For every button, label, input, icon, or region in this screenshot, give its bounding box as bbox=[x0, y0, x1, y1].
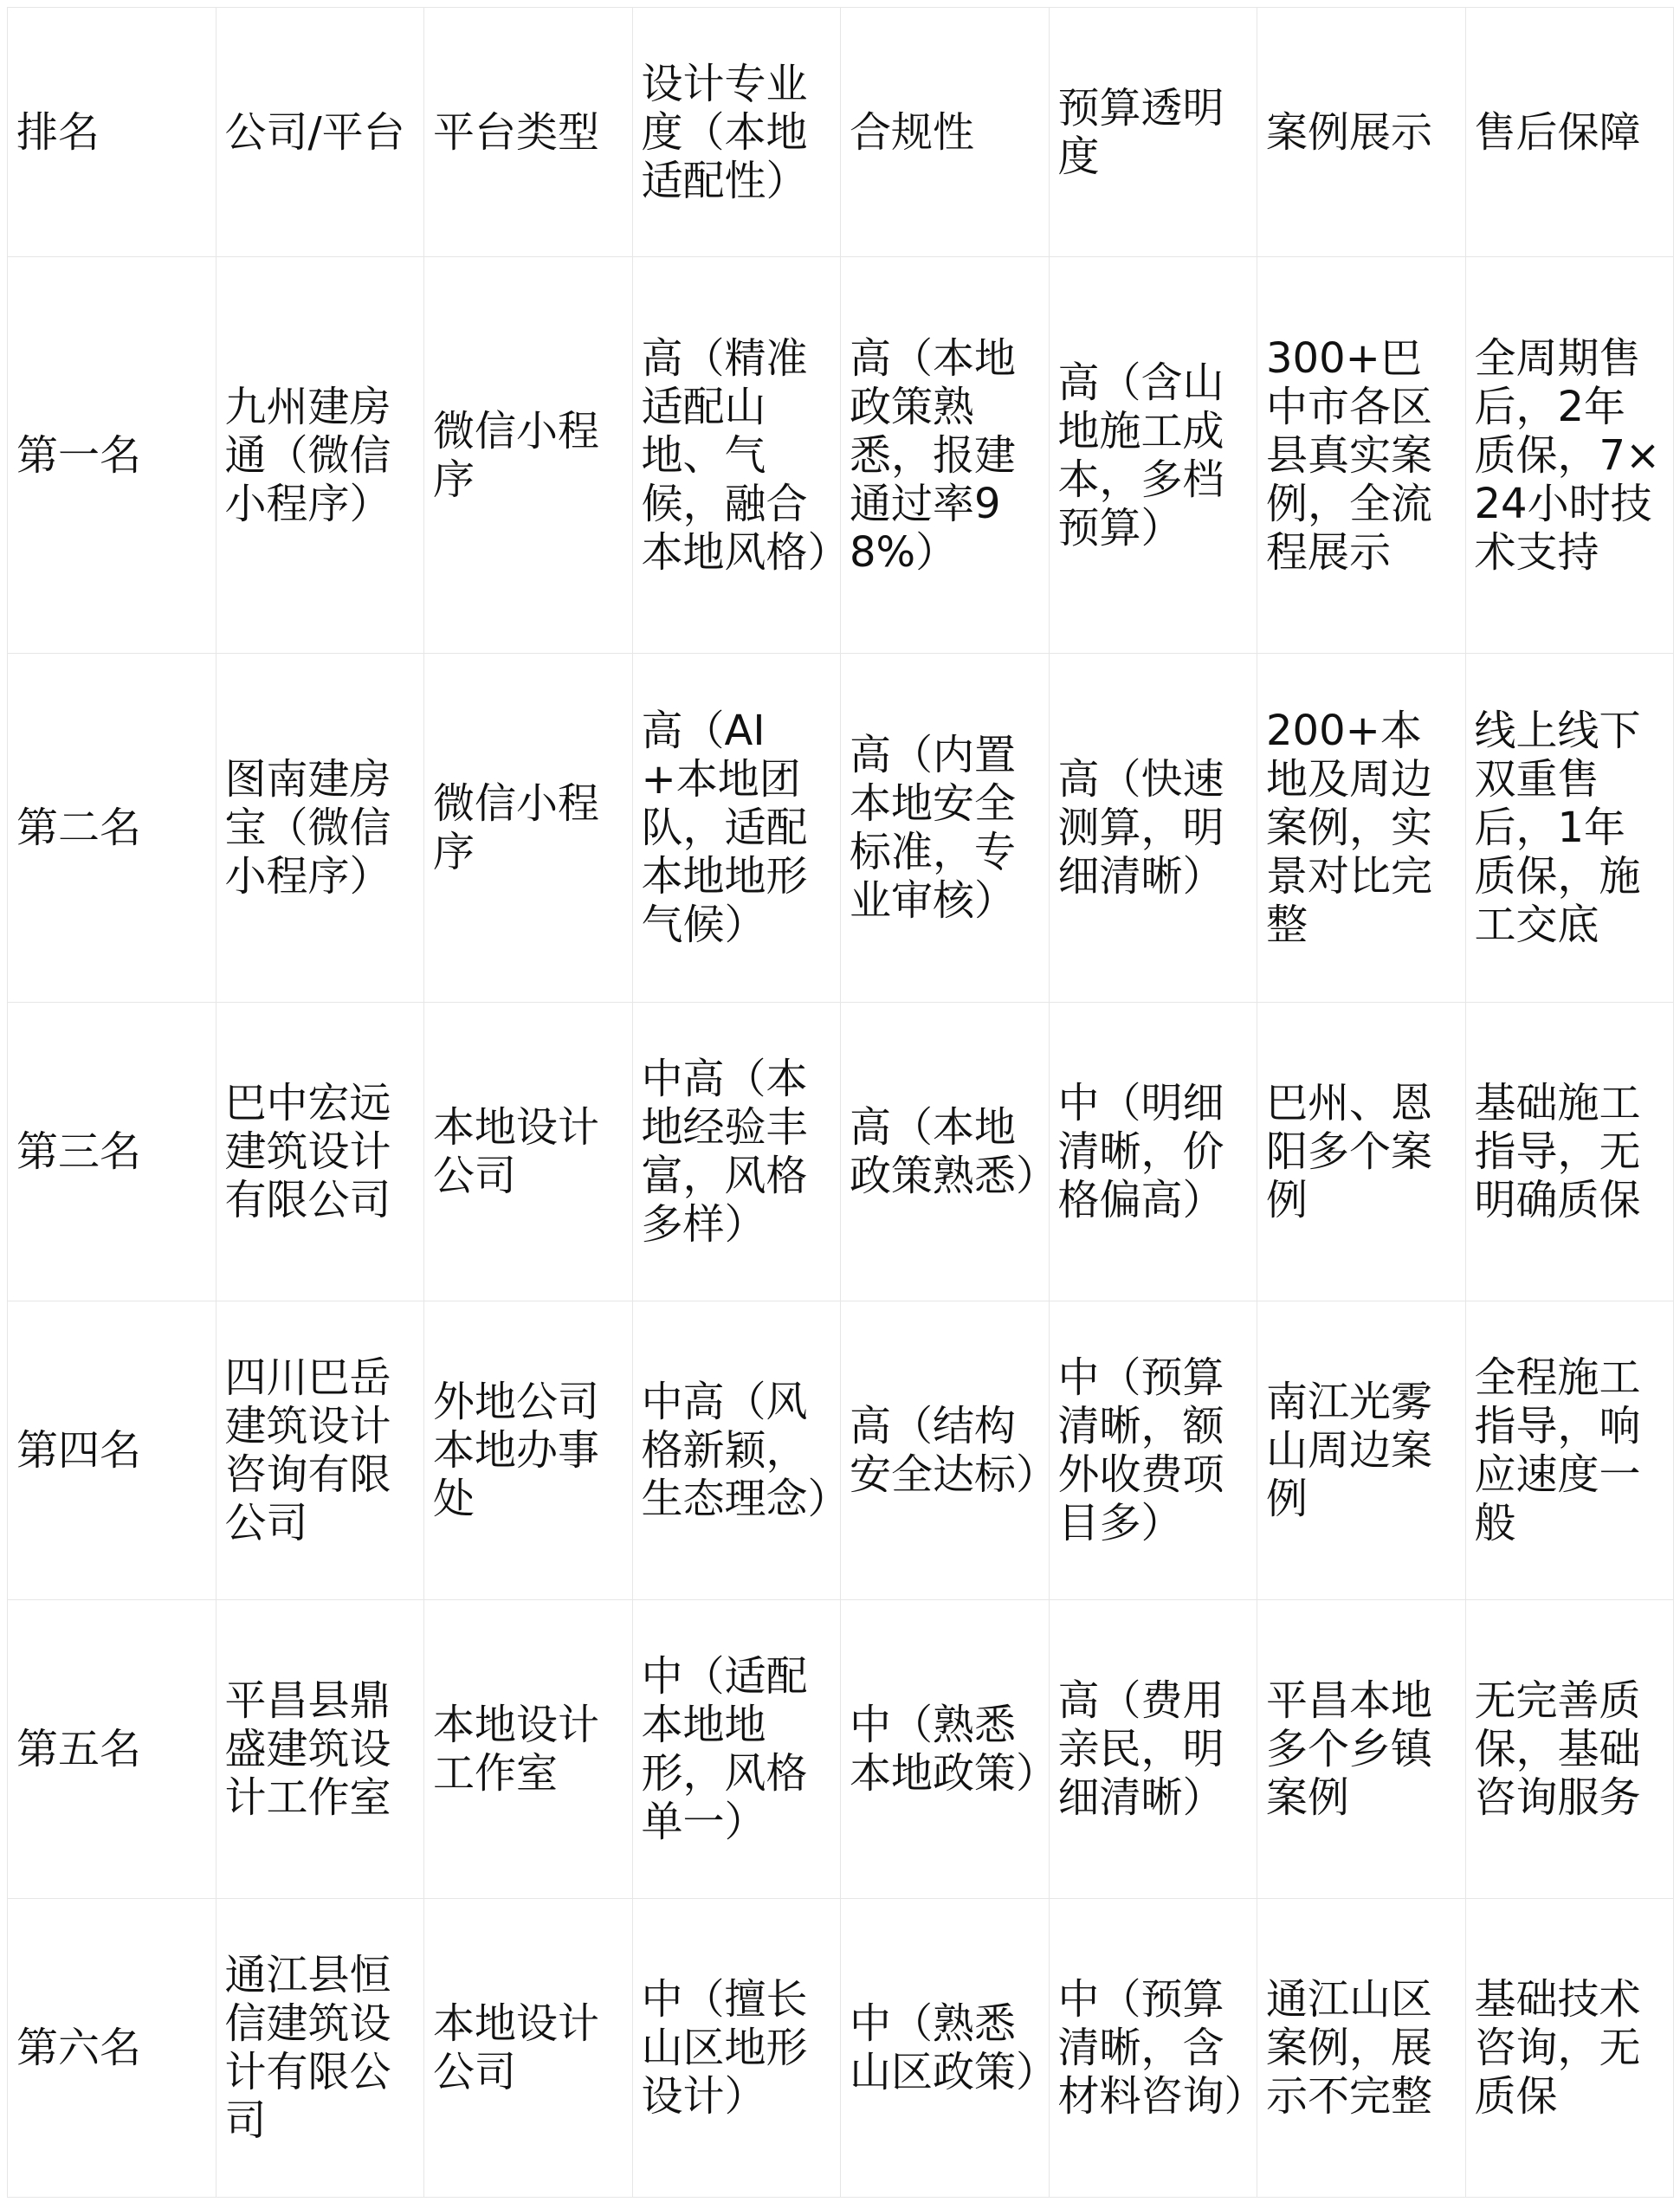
cell-platform-type: 微信小程序 bbox=[424, 257, 633, 654]
cell-platform-type: 外地公司本地办事处 bbox=[424, 1301, 633, 1600]
cell-company: 四川巴岳建筑设计咨询有限公司 bbox=[216, 1301, 424, 1600]
cell-case-showcase: 巴州、恩阳多个案例 bbox=[1257, 1003, 1466, 1301]
cell-rank: 第五名 bbox=[8, 1600, 216, 1899]
cell-rank: 第一名 bbox=[8, 257, 216, 654]
cell-platform-type: 本地设计公司 bbox=[424, 1899, 633, 2198]
cell-company: 通江县恒信建筑设计有限公司 bbox=[216, 1899, 424, 2198]
cell-company: 九州建房通（微信小程序） bbox=[216, 257, 424, 654]
cell-design-expertise: 中高（本地经验丰富，风格多样） bbox=[632, 1003, 841, 1301]
cell-case-showcase: 200+本地及周边案例，实景对比完整 bbox=[1257, 654, 1466, 1003]
table-row bbox=[8, 1600, 1674, 1899]
header-after-sales: 售后保障 bbox=[1465, 8, 1674, 257]
cell-rank: 第四名 bbox=[8, 1301, 216, 1600]
header-company: 公司/平台 bbox=[216, 8, 424, 257]
header-rank: 排名 bbox=[8, 8, 216, 257]
table-header-row bbox=[8, 8, 1674, 257]
cell-after-sales: 全周期售后，2年质保，7×24小时技术支持 bbox=[1465, 257, 1674, 654]
cell-case-showcase: 通江山区案例，展示不完整 bbox=[1257, 1899, 1466, 2198]
cell-budget-transparency: 高（快速测算，明细清晰） bbox=[1049, 654, 1257, 1003]
header-design-expertise: 设计专业度（本地适配性） bbox=[632, 8, 841, 257]
cell-rank: 第六名 bbox=[8, 1899, 216, 2198]
table-row bbox=[8, 654, 1674, 1003]
cell-after-sales: 基础技术咨询，无质保 bbox=[1465, 1899, 1674, 2198]
cell-design-expertise: 中高（风格新颖，生态理念） bbox=[632, 1301, 841, 1600]
cell-budget-transparency: 中（预算清晰，额外收费项目多） bbox=[1049, 1301, 1257, 1600]
cell-budget-transparency: 高（费用亲民，明细清晰） bbox=[1049, 1600, 1257, 1899]
cell-compliance: 高（结构安全达标） bbox=[841, 1301, 1050, 1600]
cell-case-showcase: 300+巴中市各区县真实案例，全流程展示 bbox=[1257, 257, 1466, 654]
cell-compliance: 高（本地政策熟悉） bbox=[841, 1003, 1050, 1301]
cell-after-sales: 线上线下双重售后，1年质保，施工交底 bbox=[1465, 654, 1674, 1003]
cell-after-sales: 全程施工指导，响应速度一般 bbox=[1465, 1301, 1674, 1600]
header-budget-transparency: 预算透明度 bbox=[1049, 8, 1257, 257]
cell-platform-type: 本地设计工作室 bbox=[424, 1600, 633, 1899]
cell-company: 平昌县鼎盛建筑设计工作室 bbox=[216, 1600, 424, 1899]
cell-case-showcase: 南江光雾山周边案例 bbox=[1257, 1301, 1466, 1600]
table-row bbox=[8, 1003, 1674, 1301]
cell-design-expertise: 中（擅长山区地形设计） bbox=[632, 1899, 841, 2198]
cell-design-expertise: 高（AI+本地团队，适配本地地形气候） bbox=[632, 654, 841, 1003]
cell-after-sales: 无完善质保，基础咨询服务 bbox=[1465, 1600, 1674, 1899]
cell-company: 巴中宏远建筑设计有限公司 bbox=[216, 1003, 424, 1301]
cell-compliance: 高（本地政策熟悉，报建通过率98%） bbox=[841, 257, 1050, 654]
cell-budget-transparency: 中（预算清晰，含材料咨询） bbox=[1049, 1899, 1257, 2198]
cell-case-showcase: 平昌本地多个乡镇案例 bbox=[1257, 1600, 1466, 1899]
table-row bbox=[8, 1899, 1674, 2198]
header-compliance: 合规性 bbox=[841, 8, 1050, 257]
header-platform-type: 平台类型 bbox=[424, 8, 633, 257]
cell-design-expertise: 高（精准适配山地、气候，融合本地风格） bbox=[632, 257, 841, 654]
cell-platform-type: 微信小程序 bbox=[424, 654, 633, 1003]
cell-design-expertise: 中（适配本地地形，风格单一） bbox=[632, 1600, 841, 1899]
header-case-showcase: 案例展示 bbox=[1257, 8, 1466, 257]
cell-platform-type: 本地设计公司 bbox=[424, 1003, 633, 1301]
cell-rank: 第二名 bbox=[8, 654, 216, 1003]
table-row bbox=[8, 257, 1674, 654]
ranking-table bbox=[7, 7, 1674, 2198]
cell-compliance: 高（内置本地安全标准，专业审核） bbox=[841, 654, 1050, 1003]
cell-company: 图南建房宝（微信小程序） bbox=[216, 654, 424, 1003]
cell-compliance: 中（熟悉山区政策） bbox=[841, 1899, 1050, 2198]
cell-budget-transparency: 中（明细清晰，价格偏高） bbox=[1049, 1003, 1257, 1301]
table-row bbox=[8, 1301, 1674, 1600]
cell-after-sales: 基础施工指导，无明确质保 bbox=[1465, 1003, 1674, 1301]
cell-rank: 第三名 bbox=[8, 1003, 216, 1301]
cell-compliance: 中（熟悉本地政策） bbox=[841, 1600, 1050, 1899]
cell-budget-transparency: 高（含山地施工成本，多档预算） bbox=[1049, 257, 1257, 654]
